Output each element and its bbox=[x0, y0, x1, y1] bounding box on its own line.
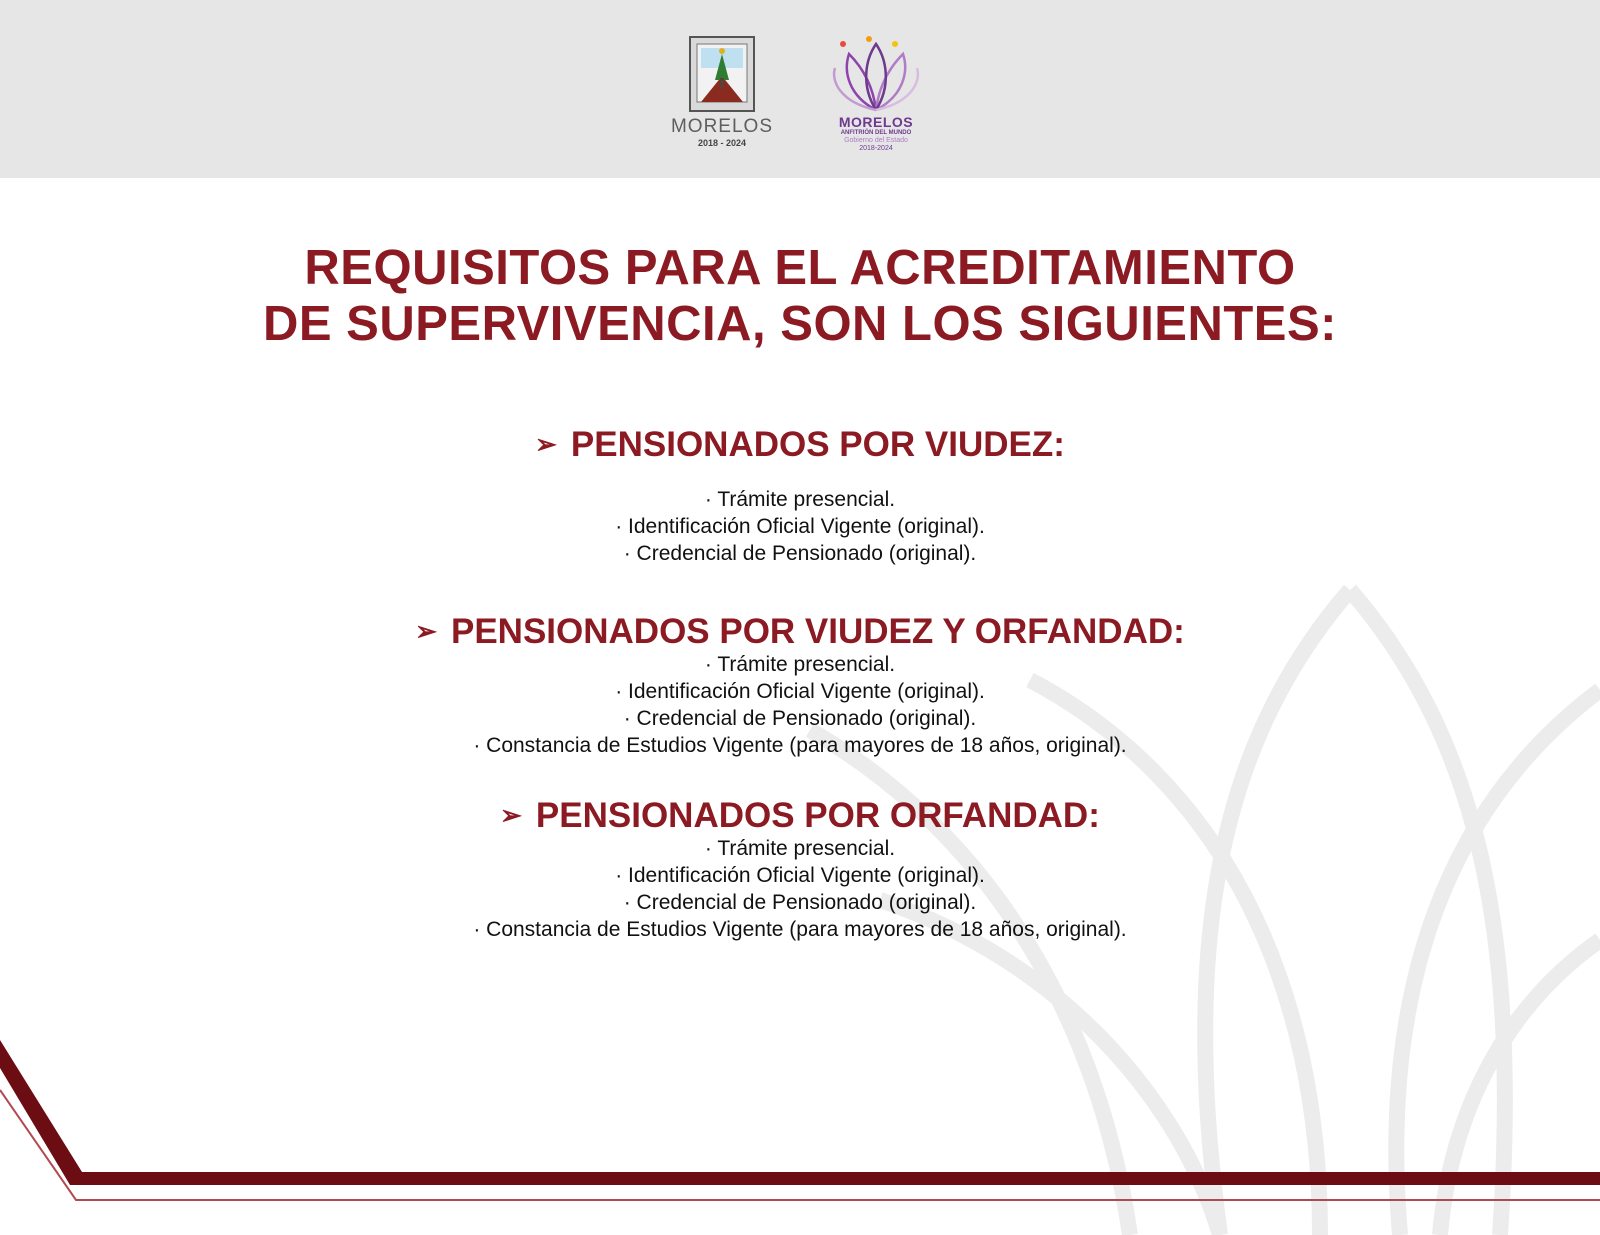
list-item: · Identificación Oficial Vigente (original). bbox=[615, 864, 985, 887]
header-band bbox=[0, 0, 1600, 178]
section-viudez bbox=[0, 425, 1600, 567]
lotus-flower-icon bbox=[829, 36, 923, 112]
section-heading bbox=[0, 612, 1600, 651]
list-item: · Identificación Oficial Vigente (original). bbox=[615, 680, 985, 703]
section-heading-label: PENSIONADOS POR ORFANDAD: bbox=[535, 796, 1100, 835]
government-logo-tagline: ANFITRIÓN DEL MUNDO bbox=[840, 130, 912, 136]
list-item: · Constancia de Estudios Vigente (para mayores de 18 años, original). bbox=[473, 918, 1127, 941]
arrow-bullet-icon: ➢ bbox=[535, 429, 557, 459]
requirements-list bbox=[0, 651, 1600, 759]
requirements-list bbox=[0, 486, 1600, 567]
list-item: · Credencial de Pensionado (original). bbox=[623, 707, 977, 730]
arrow-bullet-icon: ➢ bbox=[415, 616, 437, 646]
section-heading-label: PENSIONADOS POR VIUDEZ: bbox=[570, 425, 1065, 464]
list-item: · Trámite presencial. bbox=[704, 488, 896, 511]
title-line-2: DE SUPERVIVENCIA, SON LOS SIGUIENTES: bbox=[262, 297, 1337, 351]
footer-rule bbox=[0, 1040, 1600, 1235]
government-logo bbox=[820, 36, 932, 160]
government-logo-subtitle: Gobierno del Estado bbox=[844, 137, 908, 144]
seal-logo-name: MORELOS bbox=[670, 116, 774, 137]
section-viudez-orfandad bbox=[0, 612, 1600, 759]
list-item: · Credencial de Pensionado (original). bbox=[623, 542, 977, 565]
section-heading bbox=[0, 796, 1600, 835]
list-item: · Identificación Oficial Vigente (original). bbox=[615, 515, 985, 538]
government-logo-years: 2018-2024 bbox=[859, 145, 893, 152]
section-heading bbox=[0, 425, 1600, 464]
list-item: · Trámite presencial. bbox=[704, 653, 896, 676]
title-line-1: REQUISITOS PARA EL ACREDITAMIENTO bbox=[304, 241, 1296, 295]
government-logo-name: MORELOS bbox=[838, 114, 914, 130]
arrow-bullet-icon: ➢ bbox=[500, 800, 522, 830]
list-item: · Trámite presencial. bbox=[704, 837, 896, 860]
state-seal-logo bbox=[662, 36, 782, 160]
list-item: · Credencial de Pensionado (original). bbox=[623, 891, 977, 914]
list-item: · Constancia de Estudios Vigente (para mayores de 18 años, original). bbox=[473, 734, 1127, 757]
section-orfandad bbox=[0, 796, 1600, 943]
state-seal-icon bbox=[689, 36, 755, 112]
seal-logo-years: 2018 - 2024 bbox=[697, 138, 747, 148]
page-title bbox=[0, 240, 1600, 352]
section-heading-label: PENSIONADOS POR VIUDEZ Y ORFANDAD: bbox=[450, 612, 1185, 651]
requirements-list bbox=[0, 835, 1600, 943]
